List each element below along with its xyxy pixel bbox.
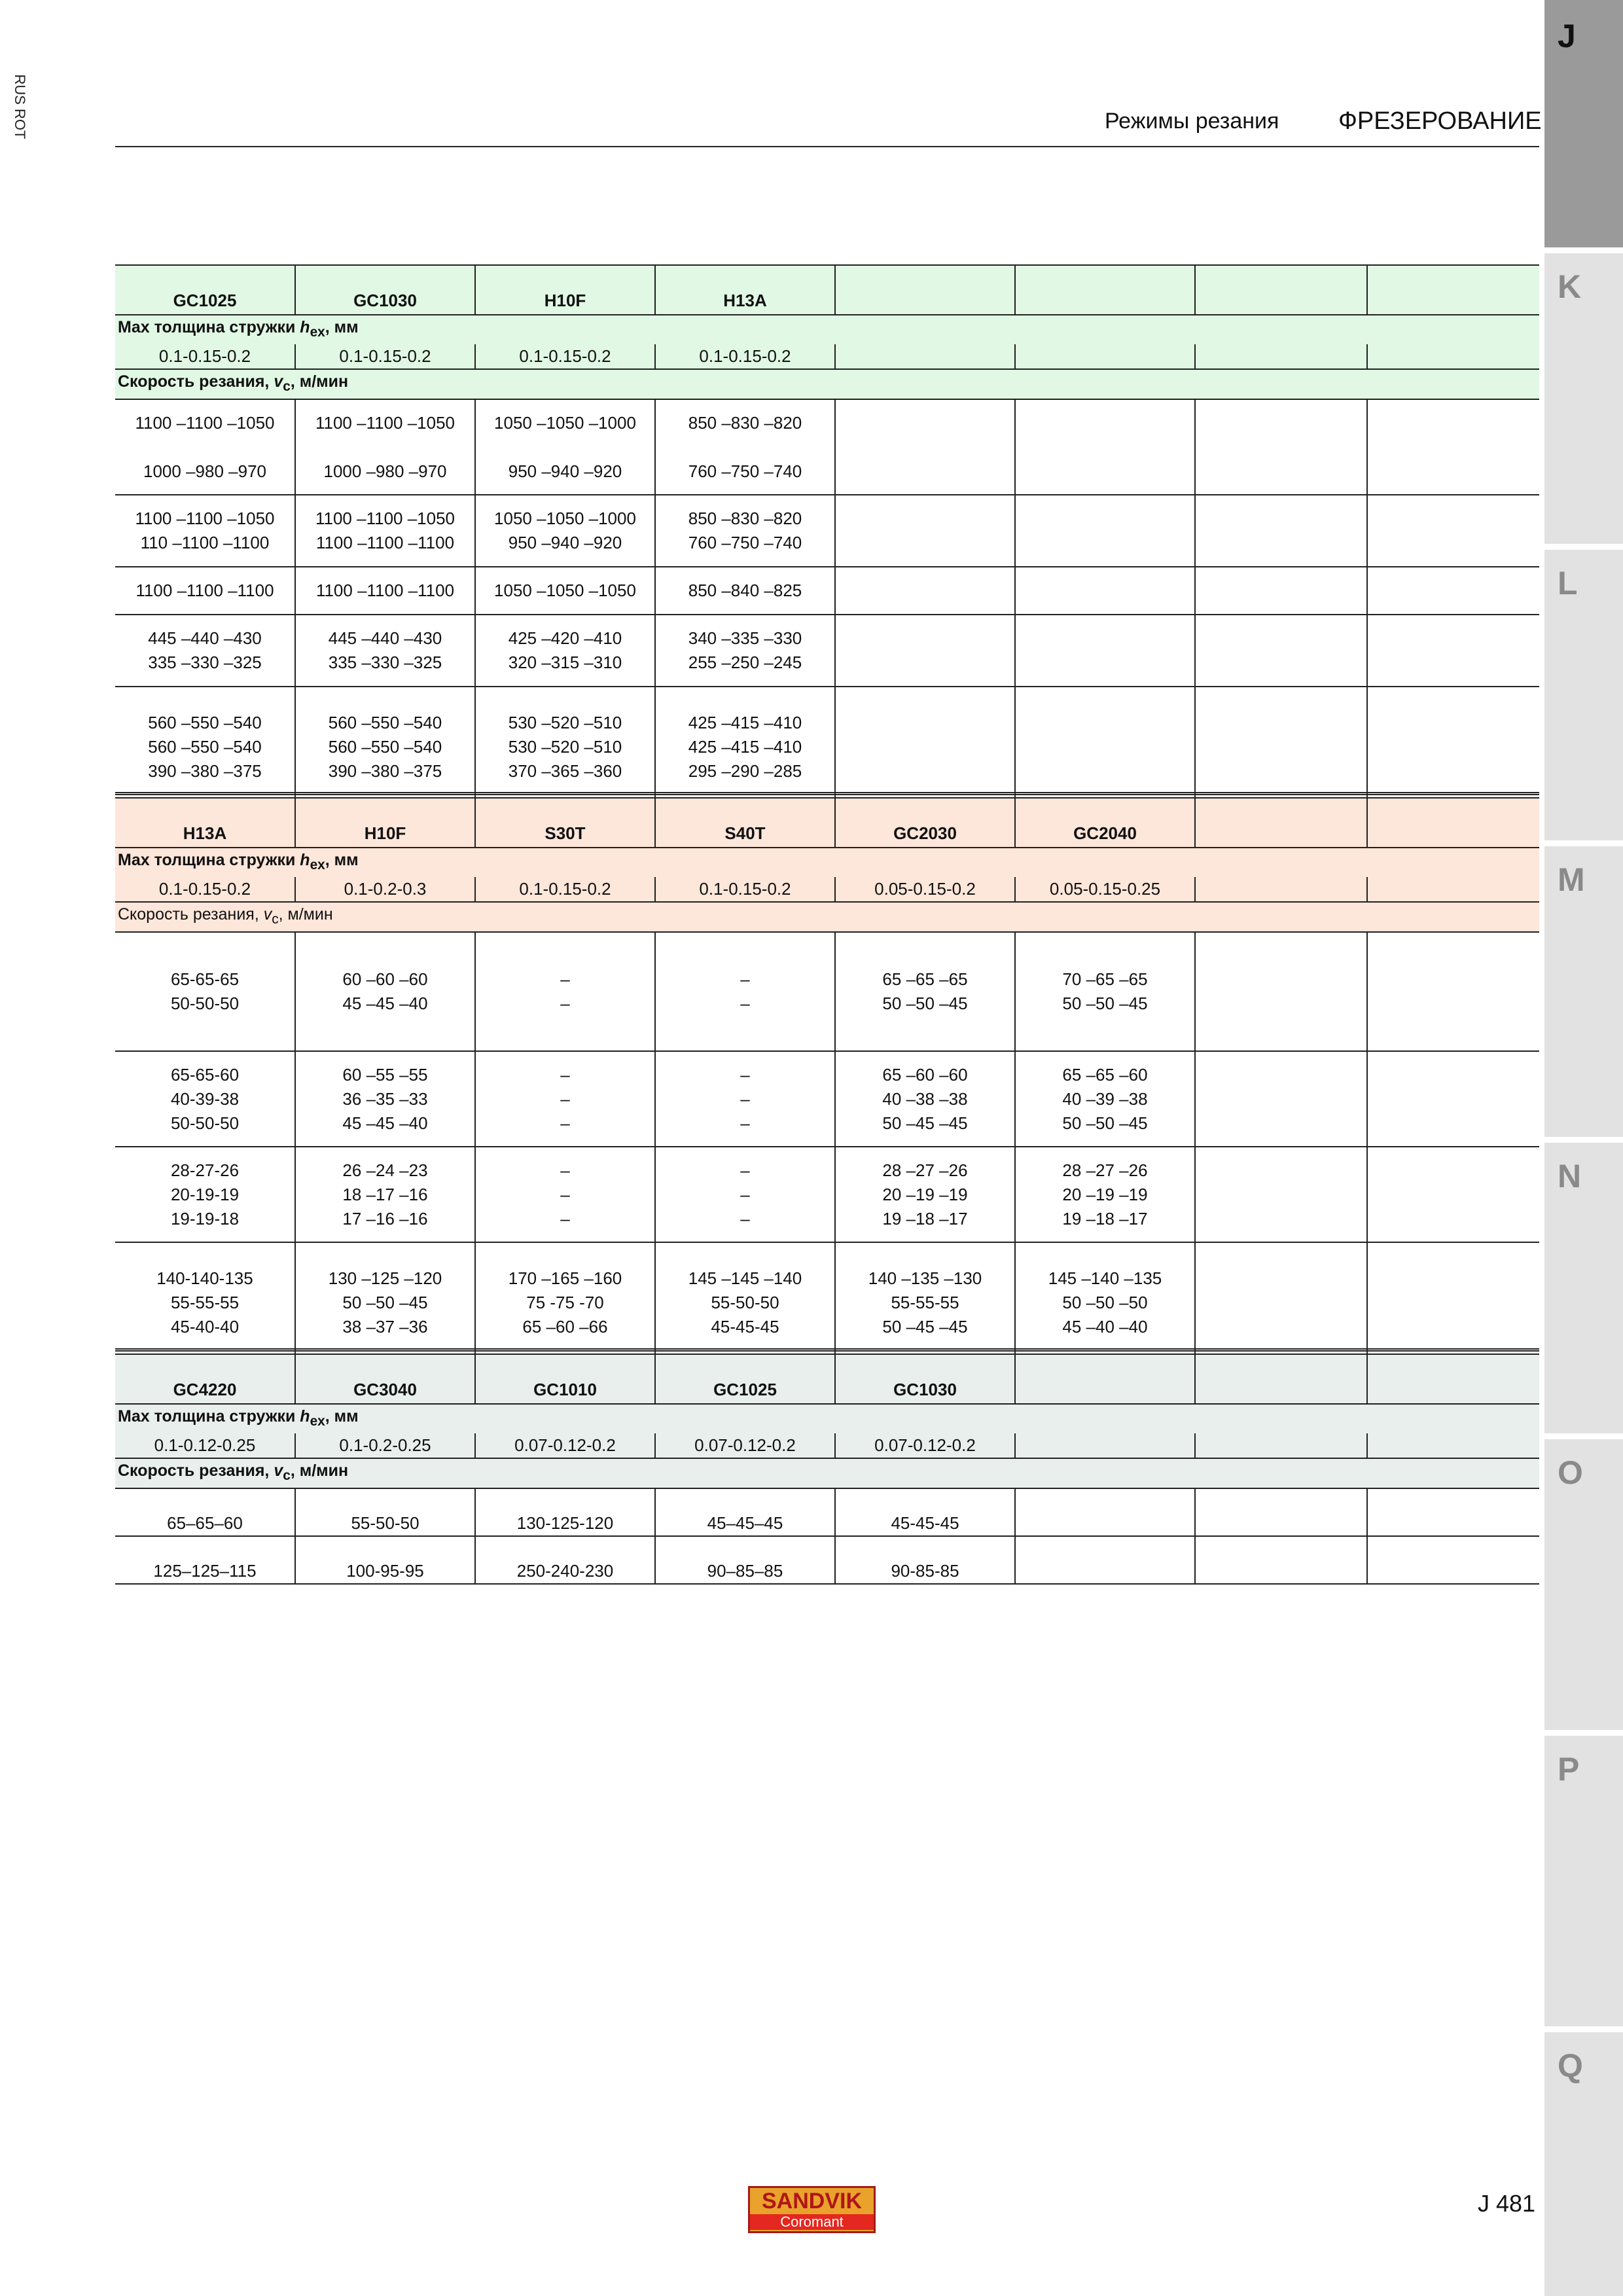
hex-cell: 0.1-0.15-0.2 [655,344,835,369]
hex-cell [1015,344,1195,369]
grade-cell: GC1025 [115,265,295,315]
hex-cell: 0.1-0.15-0.2 [655,877,835,902]
grade-cell [835,265,1015,315]
label-symbol: h [300,1407,310,1426]
label-subscript: ex [310,325,325,340]
table-cell: 28 –27 –26 20 –19 –19 19 –18 –17 [1015,1147,1195,1242]
table-cell: – – – [655,1051,835,1147]
hex-cell: 0.1-0.15-0.2 [475,344,655,369]
table-cell [835,687,1015,806]
grade-cell [1367,1354,1539,1404]
table-cell: 26 –24 –23 18 –17 –16 17 –16 –16 [295,1147,475,1242]
table-cell: 65-65-65 50-50-50 [115,932,295,1051]
label-unit: , мм [325,1407,359,1426]
grade-cell: GC1025 [655,1354,835,1404]
label-unit: , м/мин [278,905,333,924]
table-cell: 45-45-45 [835,1488,1015,1536]
table-cell: 65–65–60 [115,1488,295,1536]
table-cell [1195,1242,1367,1362]
label-unit: , мм [325,318,359,336]
label-symbol: h [300,851,310,869]
table-cell [1015,1536,1195,1584]
label-subscript: ex [310,857,325,872]
hex-cell: 0.1-0.15-0.2 [295,344,475,369]
table-row [115,567,1539,615]
table-cell [1195,1147,1367,1242]
table-cell: 1100 –1100 –1050 1000 –980 –970 [295,399,475,495]
table-cell: 1050 –1050 –1050 [475,567,655,615]
logo-brand: SANDVIK [761,2189,863,2214]
table-cell [835,495,1015,567]
hex-cell [1195,344,1367,369]
chip-thickness-row [115,344,1539,369]
label-text: Скорость резания, [118,1462,274,1480]
table-cell: 1100 –1100 –1100 [295,567,475,615]
table-cell: – – – [655,1147,835,1242]
table-cell [1195,615,1367,687]
grade-cell: H13A [655,265,835,315]
tab-l[interactable]: L [1544,550,1623,840]
table-cell [1367,1242,1539,1362]
hex-cell [1367,877,1539,902]
table-cell [835,399,1015,495]
table-row [115,1051,1539,1147]
table-cell [1195,932,1367,1051]
page-number: J 481 [1478,2190,1536,2217]
table-cell: 145 –140 –135 50 –50 –50 45 –40 –40 [1015,1242,1195,1362]
table-cell [1195,399,1367,495]
hex-cell: 0.1-0.12-0.25 [115,1433,295,1458]
hex-cell [1015,1433,1195,1458]
cutting-data-table-2 [115,797,1539,1362]
chip-thickness-label [115,1404,1539,1433]
grade-cell: GC2030 [835,798,1015,848]
table-cell [1015,399,1195,495]
table-cell [1015,615,1195,687]
cutting-speed-label-row [115,902,1539,932]
section-tabs [1544,0,1623,2296]
table-row [115,399,1539,495]
grade-cell [1367,265,1539,315]
table-cell [1367,1147,1539,1242]
grade-cell [1367,798,1539,848]
table-separator [115,792,1539,795]
table-cell: 250-240-230 [475,1536,655,1584]
table-cell: 145 –145 –140 55-50-50 45-45-45 [655,1242,835,1362]
table-cell: 28-27-26 20-19-19 19-19-18 [115,1147,295,1242]
label-symbol: v [274,1462,283,1480]
sandvik-coromant-logo [748,2186,876,2233]
tab-o[interactable]: O [1544,1439,1623,1730]
table-cell: 560 –550 –540 560 –550 –540 390 –380 –375 [295,687,475,806]
table-cell: – – [475,932,655,1051]
grade-cell: GC3040 [295,1354,475,1404]
grade-cell [1195,1354,1367,1404]
grade-row [115,1354,1539,1404]
grade-cell: GC1030 [295,265,475,315]
label-subscript: ex [310,1414,325,1429]
table-cell [1015,687,1195,806]
hex-cell: 0.05-0.15-0.25 [1015,877,1195,902]
header-title: ФРЕЗЕРОВАНИЕ [1338,107,1542,135]
cutting-speed-label [115,902,1539,932]
hex-cell [1195,877,1367,902]
table-cell [1367,495,1539,567]
table-cell [835,615,1015,687]
hex-cell: 0.05-0.15-0.2 [835,877,1015,902]
table-cell: 850 –830 –820 760 –750 –740 [655,495,835,567]
grade-cell: H10F [475,265,655,315]
table-cell [1367,567,1539,615]
cutting-data-table-1 [115,264,1539,806]
tab-m[interactable]: M [1544,846,1623,1137]
table-cell [835,567,1015,615]
header-subtitle: Режимы резания [1105,109,1279,134]
label-text: Скорость резания, [118,372,274,391]
table-row [115,1488,1539,1536]
label-subscript: c [272,912,279,927]
hex-cell: 0.07-0.12-0.2 [835,1433,1015,1458]
table-cell: 65 –60 –60 40 –38 –38 50 –45 –45 [835,1051,1015,1147]
grade-cell: H13A [115,798,295,848]
hex-cell: 0.07-0.12-0.2 [475,1433,655,1458]
grade-cell [1015,265,1195,315]
table-cell [1367,1488,1539,1536]
grade-cell: GC2040 [1015,798,1195,848]
table-cell [1195,495,1367,567]
table-cell: 90-85-85 [835,1536,1015,1584]
table-cell: 45–45–45 [655,1488,835,1536]
chip-thickness-label-row [115,1404,1539,1433]
table-cell: 340 –335 –330 255 –250 –245 [655,615,835,687]
table-cell: 560 –550 –540 560 –550 –540 390 –380 –375 [115,687,295,806]
tab-p[interactable]: P [1544,1736,1623,2026]
label-symbol: h [300,318,310,336]
table-row [115,1536,1539,1584]
table-cell: 65-65-60 40-39-38 50-50-50 [115,1051,295,1147]
table-row [115,932,1539,1051]
table-cell: 140 –135 –130 55-55-55 50 –45 –45 [835,1242,1015,1362]
table-cell: 170 –165 –160 75 -75 -70 65 –60 –66 [475,1242,655,1362]
table-cell: 1100 –1100 –1050 1000 –980 –970 [115,399,295,495]
table-cell [1195,1051,1367,1147]
table-cell: 130-125-120 [475,1488,655,1536]
table-cell [1367,615,1539,687]
table-cell: 1100 –1100 –1100 [115,567,295,615]
table-row [115,1242,1539,1362]
table-row [115,495,1539,567]
table-cell: 100-95-95 [295,1536,475,1584]
table-cell: 140-140-135 55-55-55 45-40-40 [115,1242,295,1362]
chip-thickness-label [115,848,1539,877]
label-unit: , м/мин [290,1462,349,1480]
label-subscript: c [283,379,291,394]
label-subscript: c [283,1468,291,1483]
grade-row [115,798,1539,848]
table-cell: – – – [475,1051,655,1147]
table-cell: 90–85–85 [655,1536,835,1584]
tab-j[interactable]: J [1544,0,1623,247]
tab-k[interactable]: K [1544,253,1623,544]
table-cell [1015,495,1195,567]
table-cell: 850 –830 –820 760 –750 –740 [655,399,835,495]
hex-cell: 0.1-0.15-0.2 [115,877,295,902]
cutting-speed-label-row [115,1458,1539,1488]
grade-cell: S30T [475,798,655,848]
grade-cell [1195,798,1367,848]
label-text: Max толщина стружки [118,851,300,869]
table-cell [1367,932,1539,1051]
hex-cell [1367,1433,1539,1458]
hex-cell: 0.1-0.15-0.2 [475,877,655,902]
table-cell: 425 –420 –410 320 –315 –310 [475,615,655,687]
table-cell [1195,567,1367,615]
label-symbol: v [274,372,283,391]
tab-n[interactable]: N [1544,1143,1623,1433]
table-row [115,687,1539,806]
grade-cell: H10F [295,798,475,848]
label-unit: , м/мин [290,372,349,391]
table-cell: 55-50-50 [295,1488,475,1536]
table-cell: 28 –27 –26 20 –19 –19 19 –18 –17 [835,1147,1015,1242]
table-cell [1015,567,1195,615]
side-code: RUS ROT [12,74,28,139]
table-cell: – – – [475,1147,655,1242]
table-cell: 60 –55 –55 36 –35 –33 45 –45 –40 [295,1051,475,1147]
table-cell [1367,399,1539,495]
table-cell [1367,1536,1539,1584]
hex-cell [1367,344,1539,369]
table-cell: – – [655,932,835,1051]
table-cell: 130 –125 –120 50 –50 –45 38 –37 –36 [295,1242,475,1362]
grade-cell [1195,265,1367,315]
table-cell: 125–125–115 [115,1536,295,1584]
cutting-speed-label [115,1458,1539,1488]
label-text: Max толщина стружки [118,1407,300,1426]
chip-thickness-label [115,315,1539,344]
table-cell [1195,687,1367,806]
hex-cell: 0.1-0.15-0.2 [115,344,295,369]
table-separator [115,1348,1539,1352]
table-cell [1015,1488,1195,1536]
grade-cell: GC4220 [115,1354,295,1404]
hex-cell: 0.1-0.2-0.3 [295,877,475,902]
hex-cell: 0.1-0.2-0.25 [295,1433,475,1458]
table-cell: 60 –60 –60 45 –45 –40 [295,932,475,1051]
grade-cell: S40T [655,798,835,848]
table-cell: 850 –840 –825 [655,567,835,615]
table-cell: 70 –65 –65 50 –50 –45 [1015,932,1195,1051]
chip-thickness-row [115,1433,1539,1458]
table-cell: 1050 –1050 –1000 950 –940 –920 [475,495,655,567]
label-unit: , мм [325,851,359,869]
table-cell [1367,687,1539,806]
cutting-data-table-3 [115,1354,1539,1585]
header-rule [115,146,1539,147]
table-cell: 65 –65 –65 50 –50 –45 [835,932,1015,1051]
label-text: Max толщина стружки [118,318,300,336]
table-row [115,615,1539,687]
table-cell [1367,1051,1539,1147]
table-cell: 445 –440 –430 335 –330 –325 [115,615,295,687]
logo-sub: Coromant [750,2214,874,2230]
cutting-speed-label [115,369,1539,399]
label-symbol: v [263,905,272,924]
grade-row [115,265,1539,315]
chip-thickness-label-row [115,315,1539,344]
table-cell [1195,1536,1367,1584]
grade-cell: GC1030 [835,1354,1015,1404]
table-cell [1195,1488,1367,1536]
table-cell: 1100 –1100 –1050 110 –1100 –1100 [115,495,295,567]
table-row [115,1147,1539,1242]
table-cell: 425 –415 –410 425 –415 –410 295 –290 –285 [655,687,835,806]
cutting-speed-label-row [115,369,1539,399]
hex-cell [1195,1433,1367,1458]
chip-thickness-label-row [115,848,1539,877]
label-text: Скорость резания, [118,905,264,924]
table-cell: 1100 –1100 –1050 1100 –1100 –1100 [295,495,475,567]
table-cell: 65 –65 –60 40 –39 –38 50 –50 –45 [1015,1051,1195,1147]
grade-cell [1015,1354,1195,1404]
chip-thickness-row [115,877,1539,902]
tab-q[interactable]: Q [1544,2032,1623,2296]
table-cell: 1050 –1050 –1000 950 –940 –920 [475,399,655,495]
table-cell: 445 –440 –430 335 –330 –325 [295,615,475,687]
hex-cell [835,344,1015,369]
grade-cell: GC1010 [475,1354,655,1404]
hex-cell: 0.07-0.12-0.2 [655,1433,835,1458]
table-cell: 530 –520 –510 530 –520 –510 370 –365 –360 [475,687,655,806]
